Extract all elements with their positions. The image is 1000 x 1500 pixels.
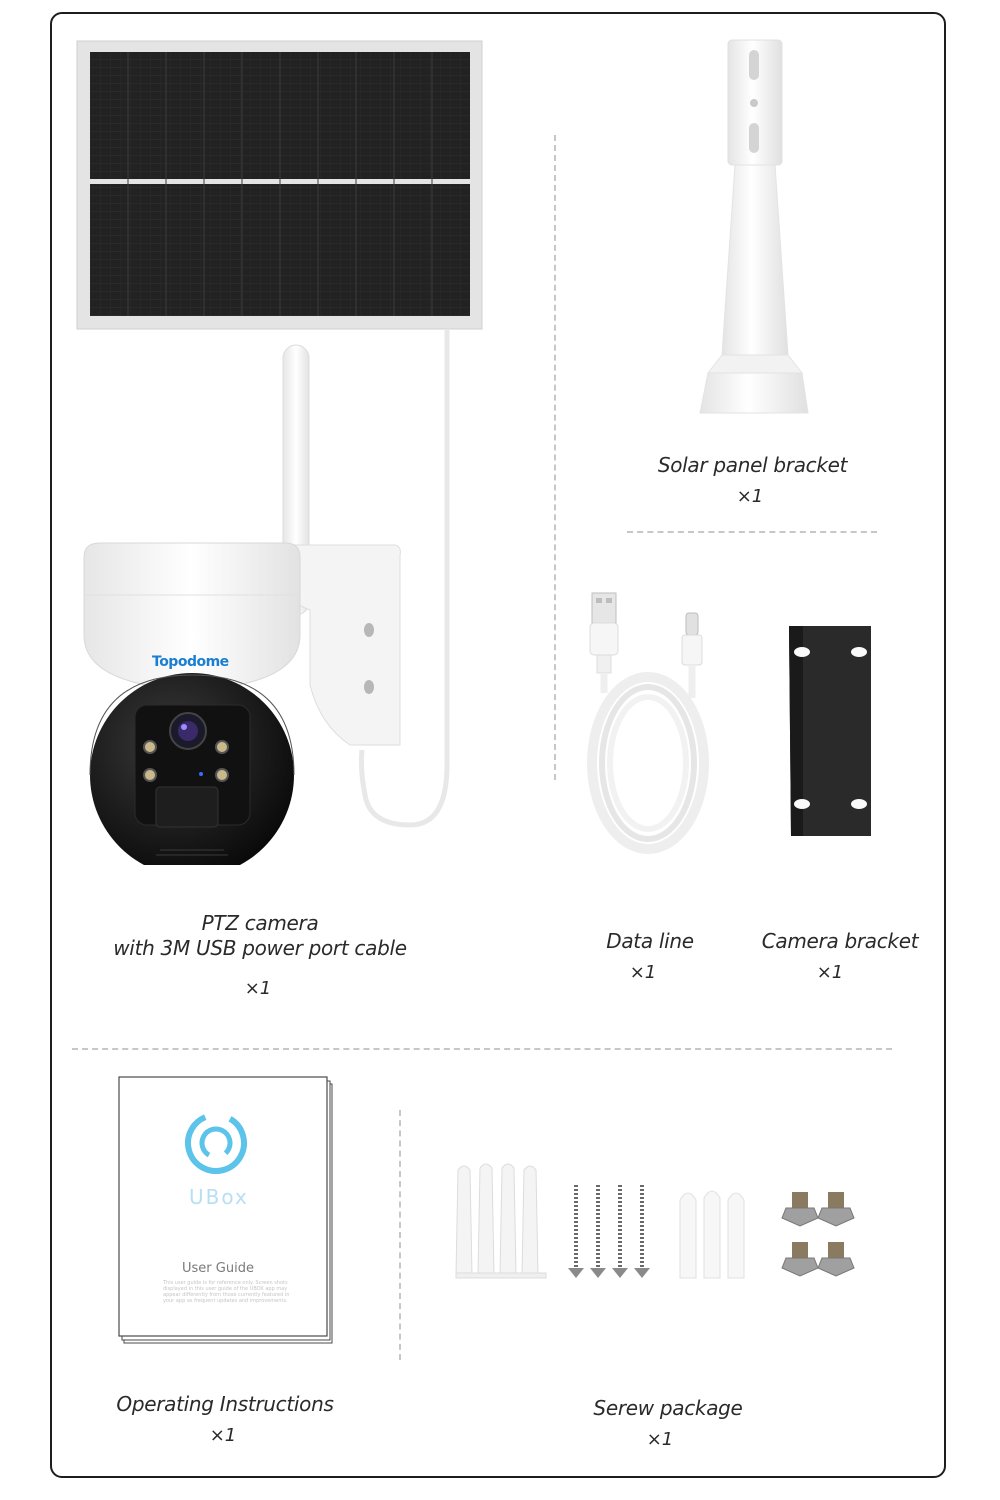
- operating-instructions-qty: ×1: [209, 1425, 237, 1446]
- solar-panel-bracket-image: [690, 35, 820, 425]
- divider-vertical-bottom: [399, 1110, 401, 1360]
- screw-package-qty: ×1: [646, 1429, 674, 1450]
- camera-brand-logo: Topodome: [152, 654, 229, 670]
- divider-horizontal-right: [627, 531, 877, 533]
- screw-package-image: [448, 1160, 868, 1290]
- camera-bracket-label: Camera bracket: [761, 929, 919, 953]
- user-guide-brand: UBox: [189, 1185, 249, 1209]
- camera-bracket-qty: ×1: [816, 962, 844, 983]
- solar-panel-bracket-qty: ×1: [736, 486, 764, 507]
- user-guide-fine-print: This user guide is for reference only. Screen shots displayed in this user guide of the UBOX app may appear differently from those currently featured in your app as frequent updates and improvements.: [163, 1280, 290, 1304]
- ptz-camera-label-line1: PTZ camera: [201, 911, 319, 935]
- user-guide-booklet-image: [115, 1073, 340, 1348]
- data-line-label: Data line: [606, 929, 694, 953]
- divider-vertical-top: [554, 135, 556, 780]
- operating-instructions-label: Operating Instructions: [116, 1392, 334, 1416]
- user-guide-title: User Guide: [182, 1261, 254, 1276]
- data-line-qty: ×1: [629, 962, 657, 983]
- solar-panel-bracket-label: Solar panel bracket: [657, 453, 848, 477]
- solar-panel-and-ptz-camera-image: [70, 35, 490, 865]
- data-line-image: [580, 588, 720, 858]
- ptz-camera-label-line2: with 3M USB power port cable: [113, 936, 407, 960]
- ptz-camera-qty: ×1: [244, 978, 272, 999]
- screw-package-label: Serew package: [593, 1396, 743, 1420]
- divider-horizontal-middle: [72, 1048, 892, 1050]
- camera-bracket-image: [785, 622, 880, 842]
